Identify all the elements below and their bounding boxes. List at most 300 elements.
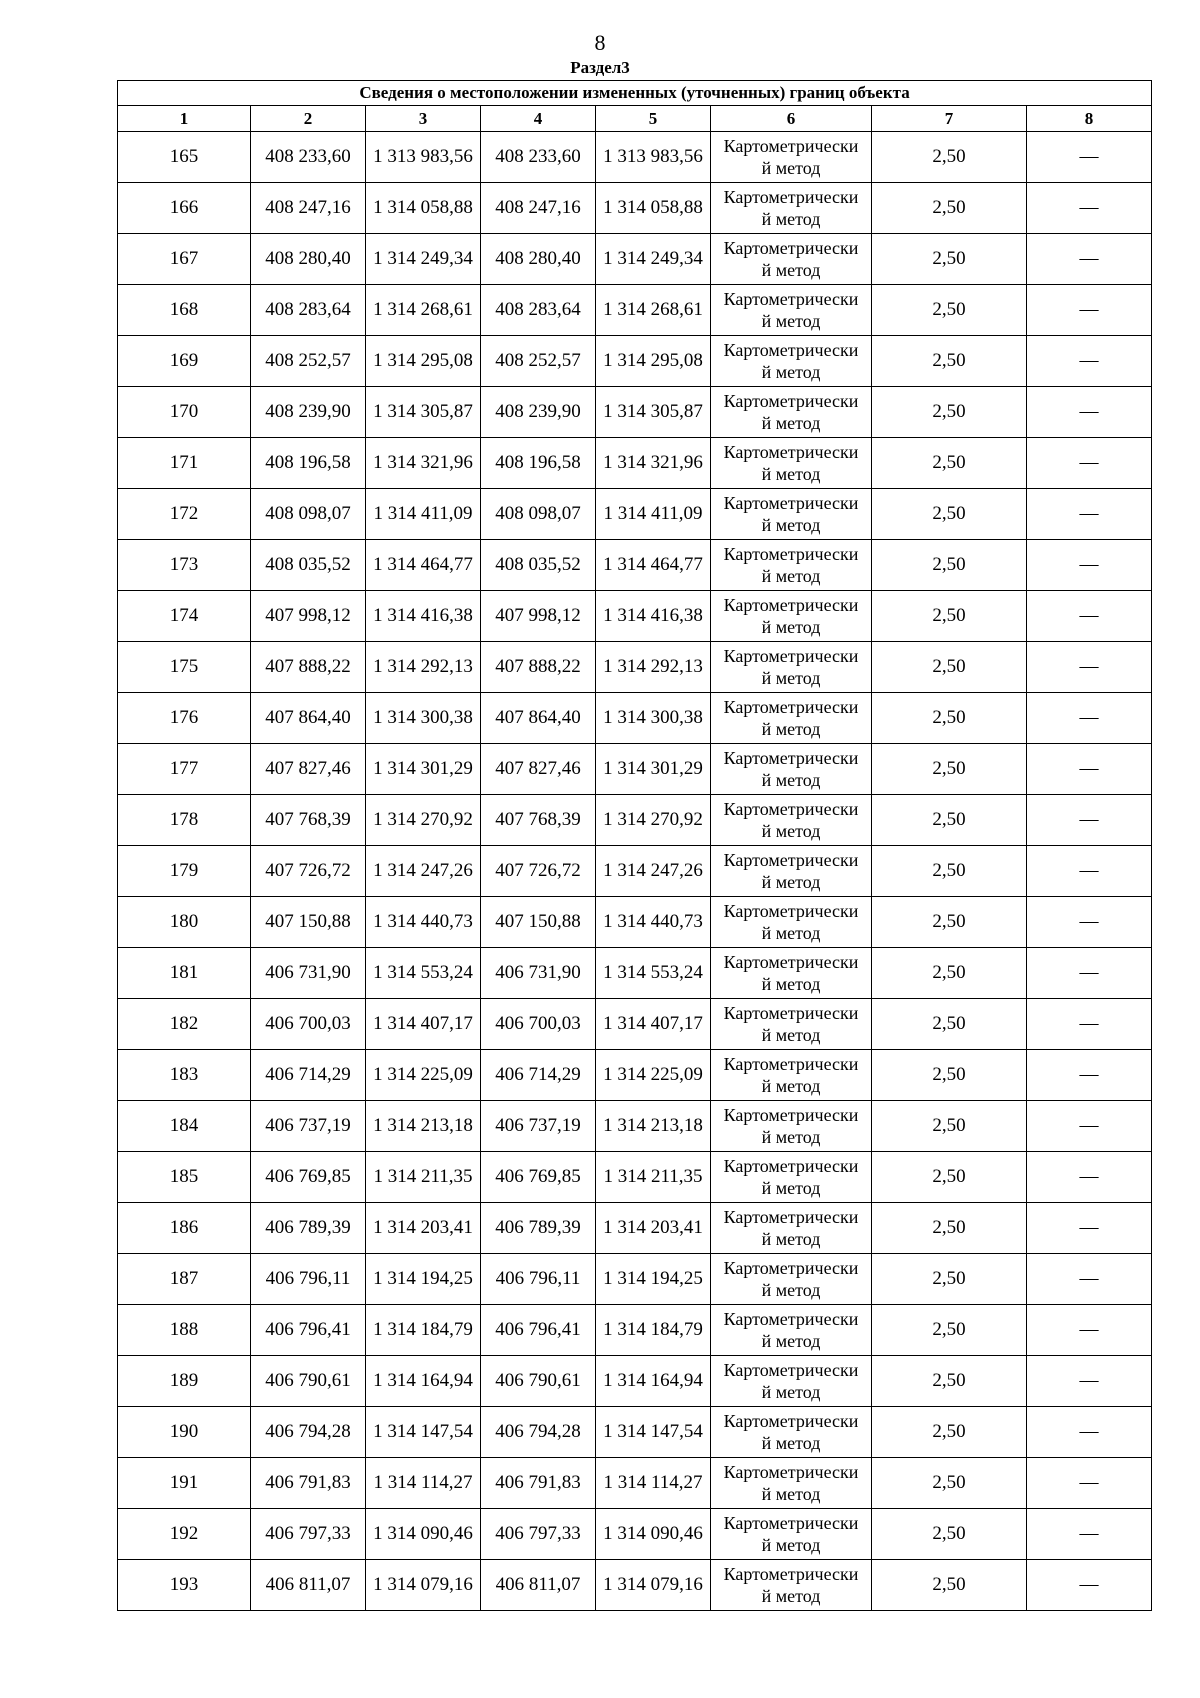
description-cell: — <box>1027 1152 1152 1203</box>
method-text-line: Картометрически <box>723 493 859 513</box>
coord-x-cell: 408 247,16 <box>481 183 596 234</box>
coord-x-cell: 406 790,61 <box>481 1356 596 1407</box>
table-row <box>118 948 1152 999</box>
table-row <box>118 489 1152 540</box>
coord-y-cell: 1 314 211,35 <box>596 1152 711 1203</box>
coord-y-cell: 1 314 292,13 <box>366 642 481 693</box>
coord-x-cell: 406 769,85 <box>251 1152 366 1203</box>
accuracy-cell: 2,50 <box>872 1560 1027 1611</box>
coord-x-cell: 407 998,12 <box>251 591 366 642</box>
coord-x-cell: 406 796,11 <box>481 1254 596 1305</box>
coord-x-cell: 407 864,40 <box>481 693 596 744</box>
method-cell <box>711 1509 872 1560</box>
method-text-line: Картометрически <box>723 748 859 768</box>
description-cell: — <box>1027 1356 1152 1407</box>
table-row <box>118 1203 1152 1254</box>
method-text-line: Картометрически <box>723 1309 859 1329</box>
method-text-line: й метод <box>761 668 821 688</box>
coord-y-cell: 1 314 249,34 <box>596 234 711 285</box>
coord-y-cell: 1 314 295,08 <box>366 336 481 387</box>
method-text-line: й метод <box>761 1076 821 1096</box>
coord-y-cell: 1 314 321,96 <box>596 438 711 489</box>
page-number: 8 <box>594 30 606 55</box>
table-row <box>118 1050 1152 1101</box>
coord-x-cell: 407 150,88 <box>481 897 596 948</box>
coord-y-cell: 1 314 300,38 <box>596 693 711 744</box>
coord-y-cell: 1 314 270,92 <box>596 795 711 846</box>
coord-x-cell: 408 280,40 <box>251 234 366 285</box>
coord-y-cell: 1 314 194,25 <box>366 1254 481 1305</box>
coord-x-cell: 407 888,22 <box>251 642 366 693</box>
coord-y-cell: 1 313 983,56 <box>596 132 711 183</box>
coord-y-cell: 1 314 305,87 <box>596 387 711 438</box>
method-cell <box>711 489 872 540</box>
accuracy-cell: 2,50 <box>872 948 1027 999</box>
point-number-cell: 180 <box>118 897 251 948</box>
coord-y-cell: 1 314 464,77 <box>596 540 711 591</box>
table-row <box>118 999 1152 1050</box>
description-cell: — <box>1027 591 1152 642</box>
point-number-cell: 175 <box>118 642 251 693</box>
table-row <box>118 1458 1152 1509</box>
coord-y-cell: 1 314 305,87 <box>366 387 481 438</box>
method-cell <box>711 1152 872 1203</box>
description-cell: — <box>1027 234 1152 285</box>
accuracy-cell: 2,50 <box>872 591 1027 642</box>
method-text-line: й метод <box>761 515 821 535</box>
method-cell <box>711 1050 872 1101</box>
method-cell <box>711 285 872 336</box>
method-text-line: Картометрически <box>723 1462 859 1482</box>
method-text-line: й метод <box>761 209 821 229</box>
method-cell <box>711 1458 872 1509</box>
method-text-line: й метод <box>761 158 821 178</box>
method-cell <box>711 744 872 795</box>
table-row <box>118 183 1152 234</box>
column-number: 2 <box>251 106 366 132</box>
coord-x-cell: 406 796,11 <box>251 1254 366 1305</box>
description-cell: — <box>1027 693 1152 744</box>
method-text-line: Картометрически <box>723 1003 859 1023</box>
coord-x-cell: 406 731,90 <box>481 948 596 999</box>
table-row <box>118 1560 1152 1611</box>
method-text-line: Картометрически <box>723 1258 859 1278</box>
method-text-line: й метод <box>761 1535 821 1555</box>
point-number-cell: 186 <box>118 1203 251 1254</box>
coord-x-cell: 408 283,64 <box>481 285 596 336</box>
coord-x-cell: 406 811,07 <box>251 1560 366 1611</box>
coord-x-cell: 408 196,58 <box>251 438 366 489</box>
method-text-line: Картометрически <box>723 595 859 615</box>
method-text-line: Картометрически <box>723 1207 859 1227</box>
method-text-line: Картометрически <box>723 238 859 258</box>
coord-y-cell: 1 314 411,09 <box>596 489 711 540</box>
accuracy-cell: 2,50 <box>872 234 1027 285</box>
column-number: 7 <box>872 106 1027 132</box>
method-text-line: й метод <box>761 566 821 586</box>
point-number-cell: 190 <box>118 1407 251 1458</box>
method-text-line: Картометрически <box>723 1513 859 1533</box>
accuracy-cell: 2,50 <box>872 744 1027 795</box>
description-cell: — <box>1027 795 1152 846</box>
method-text-line: Картометрически <box>723 1360 859 1380</box>
coord-y-cell: 1 314 203,41 <box>596 1203 711 1254</box>
method-cell <box>711 897 872 948</box>
accuracy-cell: 2,50 <box>872 1203 1027 1254</box>
description-cell: — <box>1027 489 1152 540</box>
accuracy-cell: 2,50 <box>872 489 1027 540</box>
description-cell: — <box>1027 1560 1152 1611</box>
coord-y-cell: 1 314 147,54 <box>596 1407 711 1458</box>
method-cell <box>711 132 872 183</box>
method-cell <box>711 1101 872 1152</box>
method-cell <box>711 693 872 744</box>
coord-y-cell: 1 314 247,26 <box>366 846 481 897</box>
table-row <box>118 336 1152 387</box>
accuracy-cell: 2,50 <box>872 285 1027 336</box>
coord-y-cell: 1 314 147,54 <box>366 1407 481 1458</box>
description-cell: — <box>1027 897 1152 948</box>
method-text-line: Картометрически <box>723 136 859 156</box>
description-cell: — <box>1027 387 1152 438</box>
coord-y-cell: 1 314 211,35 <box>366 1152 481 1203</box>
coord-y-cell: 1 314 407,17 <box>366 999 481 1050</box>
table-row <box>118 1254 1152 1305</box>
coord-x-cell: 406 769,85 <box>481 1152 596 1203</box>
method-text-line: й метод <box>761 1484 821 1504</box>
method-text-line: Картометрически <box>723 799 859 819</box>
point-number-cell: 181 <box>118 948 251 999</box>
method-text-line: й метод <box>761 464 821 484</box>
coord-y-cell: 1 314 184,79 <box>596 1305 711 1356</box>
coord-y-cell: 1 314 114,27 <box>366 1458 481 1509</box>
description-cell: — <box>1027 540 1152 591</box>
coord-x-cell: 408 098,07 <box>251 489 366 540</box>
coord-y-cell: 1 314 213,18 <box>366 1101 481 1152</box>
point-number-cell: 192 <box>118 1509 251 1560</box>
coord-y-cell: 1 314 464,77 <box>366 540 481 591</box>
method-text-line: Картометрически <box>723 646 859 666</box>
column-number-row <box>118 106 1152 132</box>
method-cell <box>711 795 872 846</box>
accuracy-cell: 2,50 <box>872 540 1027 591</box>
coord-y-cell: 1 314 301,29 <box>366 744 481 795</box>
point-number-cell: 168 <box>118 285 251 336</box>
method-cell <box>711 540 872 591</box>
accuracy-cell: 2,50 <box>872 693 1027 744</box>
table-row <box>118 744 1152 795</box>
accuracy-cell: 2,50 <box>872 1050 1027 1101</box>
coord-x-cell: 406 796,41 <box>481 1305 596 1356</box>
method-cell <box>711 999 872 1050</box>
method-cell <box>711 591 872 642</box>
coord-y-cell: 1 314 225,09 <box>596 1050 711 1101</box>
coord-x-cell: 406 794,28 <box>481 1407 596 1458</box>
accuracy-cell: 2,50 <box>872 438 1027 489</box>
coord-x-cell: 407 768,39 <box>481 795 596 846</box>
accuracy-cell: 2,50 <box>872 795 1027 846</box>
coord-y-cell: 1 314 268,61 <box>596 285 711 336</box>
coord-y-cell: 1 314 090,46 <box>596 1509 711 1560</box>
table-row <box>118 693 1152 744</box>
coord-x-cell: 408 098,07 <box>481 489 596 540</box>
method-cell <box>711 1407 872 1458</box>
coord-y-cell: 1 314 411,09 <box>366 489 481 540</box>
coord-x-cell: 406 796,41 <box>251 1305 366 1356</box>
method-text-line: Картометрически <box>723 391 859 411</box>
method-cell <box>711 1356 872 1407</box>
accuracy-cell: 2,50 <box>872 1305 1027 1356</box>
coord-x-cell: 408 280,40 <box>481 234 596 285</box>
table-row <box>118 1152 1152 1203</box>
method-cell <box>711 336 872 387</box>
coord-y-cell: 1 314 225,09 <box>366 1050 481 1101</box>
table-row <box>118 234 1152 285</box>
accuracy-cell: 2,50 <box>872 999 1027 1050</box>
coord-x-cell: 408 239,90 <box>251 387 366 438</box>
method-text-line: й метод <box>761 1229 821 1249</box>
method-cell <box>711 642 872 693</box>
point-number-cell: 166 <box>118 183 251 234</box>
description-cell: — <box>1027 1101 1152 1152</box>
point-number-cell: 188 <box>118 1305 251 1356</box>
coord-y-cell: 1 314 203,41 <box>366 1203 481 1254</box>
coord-x-cell: 406 791,83 <box>251 1458 366 1509</box>
point-number-cell: 167 <box>118 234 251 285</box>
coord-x-cell: 408 239,90 <box>481 387 596 438</box>
description-cell: — <box>1027 438 1152 489</box>
point-number-cell: 191 <box>118 1458 251 1509</box>
point-number-cell: 183 <box>118 1050 251 1101</box>
description-cell: — <box>1027 183 1152 234</box>
point-number-cell: 179 <box>118 846 251 897</box>
coord-y-cell: 1 314 440,73 <box>596 897 711 948</box>
coord-x-cell: 406 789,39 <box>251 1203 366 1254</box>
point-number-cell: 178 <box>118 795 251 846</box>
coord-y-cell: 1 314 553,24 <box>366 948 481 999</box>
description-cell: — <box>1027 846 1152 897</box>
accuracy-cell: 2,50 <box>872 897 1027 948</box>
method-cell <box>711 1254 872 1305</box>
coord-x-cell: 408 252,57 <box>251 336 366 387</box>
coord-y-cell: 1 314 301,29 <box>596 744 711 795</box>
point-number-cell: 170 <box>118 387 251 438</box>
table-row <box>118 1356 1152 1407</box>
section-title: Раздел3 <box>570 58 630 77</box>
coord-x-cell: 408 252,57 <box>481 336 596 387</box>
table-row <box>118 642 1152 693</box>
description-cell: — <box>1027 132 1152 183</box>
method-cell <box>711 183 872 234</box>
coord-y-cell: 1 314 295,08 <box>596 336 711 387</box>
coord-x-cell: 406 790,61 <box>251 1356 366 1407</box>
coord-x-cell: 408 233,60 <box>481 132 596 183</box>
table-row <box>118 846 1152 897</box>
method-text-line: Картометрически <box>723 544 859 564</box>
point-number-cell: 172 <box>118 489 251 540</box>
accuracy-cell: 2,50 <box>872 1254 1027 1305</box>
method-text-line: Картометрически <box>723 952 859 972</box>
coord-x-cell: 406 700,03 <box>481 999 596 1050</box>
table-row <box>118 540 1152 591</box>
table-row <box>118 1407 1152 1458</box>
method-text-line: й метод <box>761 770 821 790</box>
accuracy-cell: 2,50 <box>872 846 1027 897</box>
method-text-line: й метод <box>761 974 821 994</box>
column-number: 5 <box>596 106 711 132</box>
method-text-line: й метод <box>761 1280 821 1300</box>
coord-x-cell: 406 737,19 <box>481 1101 596 1152</box>
method-cell <box>711 387 872 438</box>
description-cell: — <box>1027 1305 1152 1356</box>
coord-y-cell: 1 314 079,16 <box>366 1560 481 1611</box>
method-cell <box>711 234 872 285</box>
coord-y-cell: 1 314 058,88 <box>596 183 711 234</box>
table-row <box>118 897 1152 948</box>
coord-x-cell: 406 811,07 <box>481 1560 596 1611</box>
point-number-cell: 173 <box>118 540 251 591</box>
coord-x-cell: 406 797,33 <box>481 1509 596 1560</box>
method-text-line: й метод <box>761 413 821 433</box>
coord-x-cell: 406 714,29 <box>251 1050 366 1101</box>
coord-y-cell: 1 314 164,94 <box>596 1356 711 1407</box>
method-text-line: Картометрически <box>723 442 859 462</box>
coord-x-cell: 406 737,19 <box>251 1101 366 1152</box>
coord-x-cell: 408 196,58 <box>481 438 596 489</box>
method-text-line: й метод <box>761 362 821 382</box>
coord-y-cell: 1 314 407,17 <box>596 999 711 1050</box>
method-cell <box>711 1305 872 1356</box>
description-cell: — <box>1027 1254 1152 1305</box>
coord-x-cell: 407 827,46 <box>481 744 596 795</box>
method-cell <box>711 438 872 489</box>
accuracy-cell: 2,50 <box>872 336 1027 387</box>
point-number-cell: 187 <box>118 1254 251 1305</box>
table-row <box>118 285 1152 336</box>
point-number-cell: 174 <box>118 591 251 642</box>
coord-x-cell: 407 888,22 <box>481 642 596 693</box>
accuracy-cell: 2,50 <box>872 1458 1027 1509</box>
method-text-line: Картометрически <box>723 850 859 870</box>
coord-x-cell: 406 731,90 <box>251 948 366 999</box>
description-cell: — <box>1027 285 1152 336</box>
coord-x-cell: 406 794,28 <box>251 1407 366 1458</box>
description-cell: — <box>1027 1458 1152 1509</box>
coord-y-cell: 1 314 268,61 <box>366 285 481 336</box>
coord-y-cell: 1 314 292,13 <box>596 642 711 693</box>
table-row <box>118 1101 1152 1152</box>
point-number-cell: 171 <box>118 438 251 489</box>
description-cell: — <box>1027 1407 1152 1458</box>
method-text-line: й метод <box>761 1433 821 1453</box>
method-text-line: Картометрически <box>723 901 859 921</box>
point-number-cell: 189 <box>118 1356 251 1407</box>
table-row <box>118 132 1152 183</box>
method-text-line: Картометрически <box>723 1156 859 1176</box>
method-text-line: Картометрически <box>723 697 859 717</box>
coord-y-cell: 1 314 184,79 <box>366 1305 481 1356</box>
accuracy-cell: 2,50 <box>872 1407 1027 1458</box>
column-number: 8 <box>1027 106 1152 132</box>
description-cell: — <box>1027 744 1152 795</box>
coord-y-cell: 1 314 300,38 <box>366 693 481 744</box>
coord-x-cell: 407 768,39 <box>251 795 366 846</box>
accuracy-cell: 2,50 <box>872 1509 1027 1560</box>
coord-y-cell: 1 314 213,18 <box>596 1101 711 1152</box>
method-text-line: Картометрически <box>723 1105 859 1125</box>
column-number: 1 <box>118 106 251 132</box>
method-text-line: й метод <box>761 1382 821 1402</box>
coord-x-cell: 406 789,39 <box>481 1203 596 1254</box>
point-number-cell: 165 <box>118 132 251 183</box>
point-number-cell: 176 <box>118 693 251 744</box>
coord-y-cell: 1 314 249,34 <box>366 234 481 285</box>
description-cell: — <box>1027 1050 1152 1101</box>
method-text-line: й метод <box>761 719 821 739</box>
coord-y-cell: 1 314 553,24 <box>596 948 711 999</box>
coord-y-cell: 1 314 114,27 <box>596 1458 711 1509</box>
description-cell: — <box>1027 948 1152 999</box>
coord-y-cell: 1 314 079,16 <box>596 1560 711 1611</box>
boundary-coordinates-table <box>117 80 1152 1611</box>
coord-x-cell: 406 714,29 <box>481 1050 596 1101</box>
coord-y-cell: 1 314 416,38 <box>596 591 711 642</box>
coord-x-cell: 407 726,72 <box>251 846 366 897</box>
point-number-cell: 193 <box>118 1560 251 1611</box>
method-text-line: й метод <box>761 1025 821 1045</box>
point-number-cell: 182 <box>118 999 251 1050</box>
accuracy-cell: 2,50 <box>872 387 1027 438</box>
coord-x-cell: 408 233,60 <box>251 132 366 183</box>
method-cell <box>711 1203 872 1254</box>
point-number-cell: 169 <box>118 336 251 387</box>
accuracy-cell: 2,50 <box>872 1152 1027 1203</box>
description-cell: — <box>1027 1509 1152 1560</box>
coord-x-cell: 407 150,88 <box>251 897 366 948</box>
method-text-line: й метод <box>761 1331 821 1351</box>
method-text-line: й метод <box>761 1178 821 1198</box>
description-cell: — <box>1027 1203 1152 1254</box>
method-text-line: Картометрически <box>723 289 859 309</box>
coord-x-cell: 406 797,33 <box>251 1509 366 1560</box>
coord-x-cell: 407 998,12 <box>481 591 596 642</box>
method-text-line: й метод <box>761 260 821 280</box>
coord-x-cell: 408 247,16 <box>251 183 366 234</box>
method-cell <box>711 1560 872 1611</box>
method-cell <box>711 948 872 999</box>
accuracy-cell: 2,50 <box>872 642 1027 693</box>
coord-x-cell: 408 283,64 <box>251 285 366 336</box>
method-cell <box>711 846 872 897</box>
table-row <box>118 795 1152 846</box>
method-text-line: Картометрически <box>723 187 859 207</box>
accuracy-cell: 2,50 <box>872 132 1027 183</box>
coord-y-cell: 1 314 440,73 <box>366 897 481 948</box>
column-number: 4 <box>481 106 596 132</box>
accuracy-cell: 2,50 <box>872 183 1027 234</box>
method-text-line: Картометрически <box>723 1564 859 1584</box>
coord-x-cell: 407 726,72 <box>481 846 596 897</box>
method-text-line: Картометрически <box>723 340 859 360</box>
method-text-line: й метод <box>761 872 821 892</box>
method-text-line: Картометрически <box>723 1411 859 1431</box>
table-caption: Сведения о местоположении измененных (уточненных) границ объекта <box>118 81 1152 106</box>
table-row <box>118 1509 1152 1560</box>
method-text-line: й метод <box>761 1586 821 1606</box>
description-cell: — <box>1027 336 1152 387</box>
coord-x-cell: 407 827,46 <box>251 744 366 795</box>
coord-y-cell: 1 314 058,88 <box>366 183 481 234</box>
